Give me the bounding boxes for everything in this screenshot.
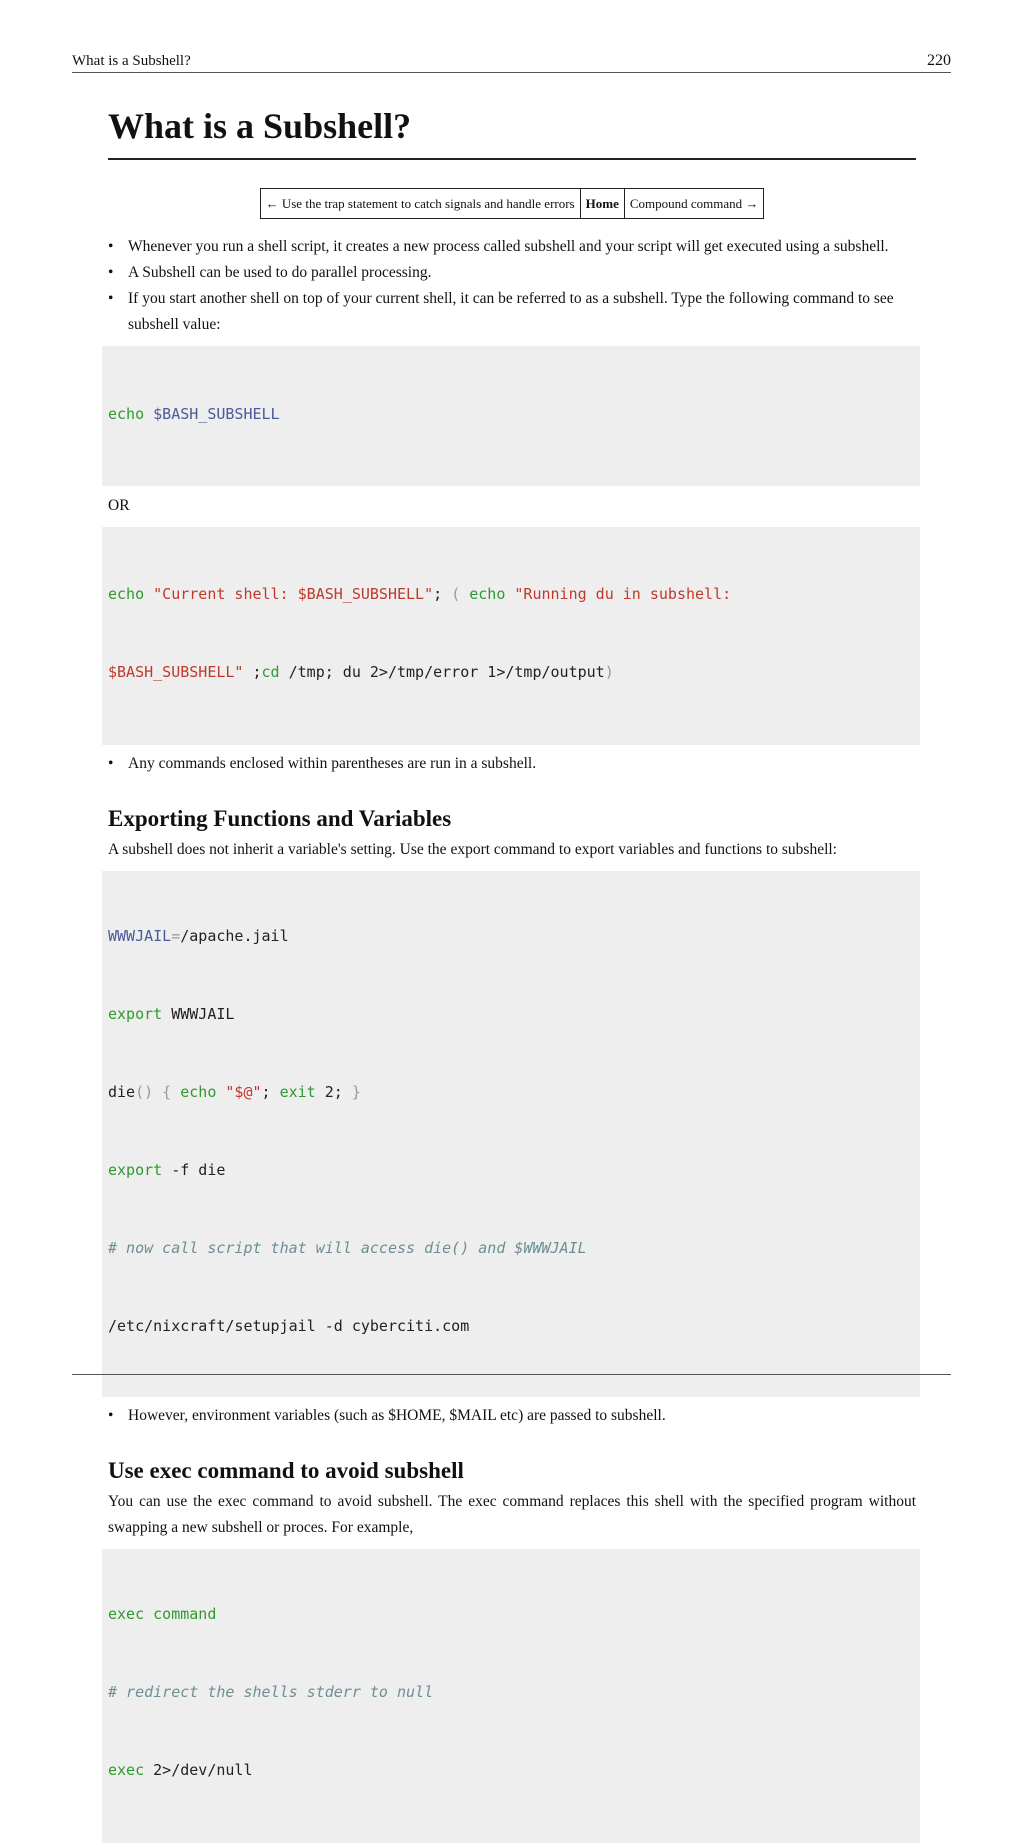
code-text: /etc/nixcraft/setupjail -d cyberciti.com: [108, 1317, 470, 1335]
code-string: $BASH_SUBSHELL": [108, 663, 244, 681]
code-keyword: cd: [261, 663, 280, 681]
code-text: WWWJAIL: [162, 1005, 235, 1023]
nav-prev-link[interactable]: ← Use the trap statement to catch signals and handle errors: [260, 189, 580, 219]
code-keyword: export: [108, 1161, 163, 1179]
code-string: "Running du in subshell:: [514, 585, 732, 603]
code-variable: $BASH_SUBSHELL: [153, 405, 280, 423]
main-content: [108, 104, 916, 1843]
code-keyword: echo: [180, 1083, 217, 1101]
code-text: ;: [261, 1083, 280, 1101]
code-punctuation: }: [351, 1083, 361, 1101]
code-text: ;: [433, 585, 452, 603]
list-item: • If you start another shell on top of your current shell, it can be referred to as a subshell. Type the following command to see subshell value:: [108, 286, 916, 338]
section-heading-exporting: Exporting Functions and Variables: [108, 806, 452, 831]
code-keyword: exit: [279, 1083, 316, 1101]
code-keyword: echo: [108, 405, 145, 423]
list-item: • A Subshell can be used to do parallel processing.: [108, 260, 916, 286]
code-block-exec: [102, 1549, 920, 1843]
navigation-bar: [108, 188, 916, 221]
code-comment: # redirect the shells stderr to null: [108, 1683, 434, 1701]
intro-bullet-list: [108, 234, 916, 338]
code-keyword: exec: [108, 1761, 145, 1779]
code-text: /tmp; du 2>/tmp/error 1>/tmp/output: [279, 663, 605, 681]
code-block-export: [102, 871, 920, 1397]
code-text: die: [108, 1083, 136, 1101]
code-keyword: exec command: [108, 1605, 217, 1623]
environment-bullet-list: [108, 1403, 916, 1429]
code-comment: # now call script that will access die() and $WWWJAIL: [108, 1239, 587, 1257]
section-paragraph-exporting: A subshell does not inherit a variable's setting. Use the export command to export variables and functions to subshell:: [108, 841, 837, 858]
code-keyword: export: [108, 1005, 163, 1023]
running-header: [72, 50, 951, 73]
section-heading-exec: Use exec command to avoid subshell: [108, 1458, 464, 1483]
code-text: 2>/dev/null: [144, 1761, 253, 1779]
code-text: ;: [243, 663, 262, 681]
list-item: • Whenever you run a shell script, it creates a new process called subshell and your script will get executed using a subshell.: [108, 234, 916, 260]
navigation-table: [260, 188, 765, 219]
code-string: "$@": [225, 1083, 262, 1101]
running-header-title: What is a Subshell?: [72, 53, 191, 69]
footer-rule: [72, 1374, 951, 1375]
nav-home-link[interactable]: Home: [580, 189, 624, 219]
code-block-subshell-value: [102, 346, 920, 486]
code-punctuation: (: [451, 585, 470, 603]
code-punctuation: =: [171, 927, 181, 945]
code-string: "Current shell: $BASH_SUBSHELL": [153, 585, 434, 603]
code-keyword: echo: [108, 585, 145, 603]
or-text: OR: [108, 497, 130, 514]
list-item: • Any commands enclosed within parentheses are run in a subshell.: [108, 751, 916, 777]
section-paragraph-exec: You can use the exec command to avoid subshell. The exec command replaces this shell with the specified program without swapping a new subshell or proces. For example,: [108, 1493, 916, 1536]
code-block-parentheses: [102, 527, 920, 745]
code-text: 2;: [315, 1083, 352, 1101]
code-text: /apache.jail: [180, 927, 289, 945]
nav-next-link[interactable]: Compound command →: [624, 189, 764, 219]
code-variable: WWWJAIL: [108, 927, 172, 945]
list-item: • However, environment variables (such as $HOME, $MAIL etc) are passed to subshell.: [108, 1403, 916, 1429]
code-text: -f die: [162, 1161, 226, 1179]
page-title: What is a Subshell?: [108, 104, 916, 160]
code-punctuation: () {: [135, 1083, 181, 1101]
page-number: 220: [927, 52, 951, 69]
parentheses-bullet-list: [108, 751, 916, 777]
code-keyword: echo: [469, 585, 506, 603]
code-punctuation: ): [604, 663, 614, 681]
